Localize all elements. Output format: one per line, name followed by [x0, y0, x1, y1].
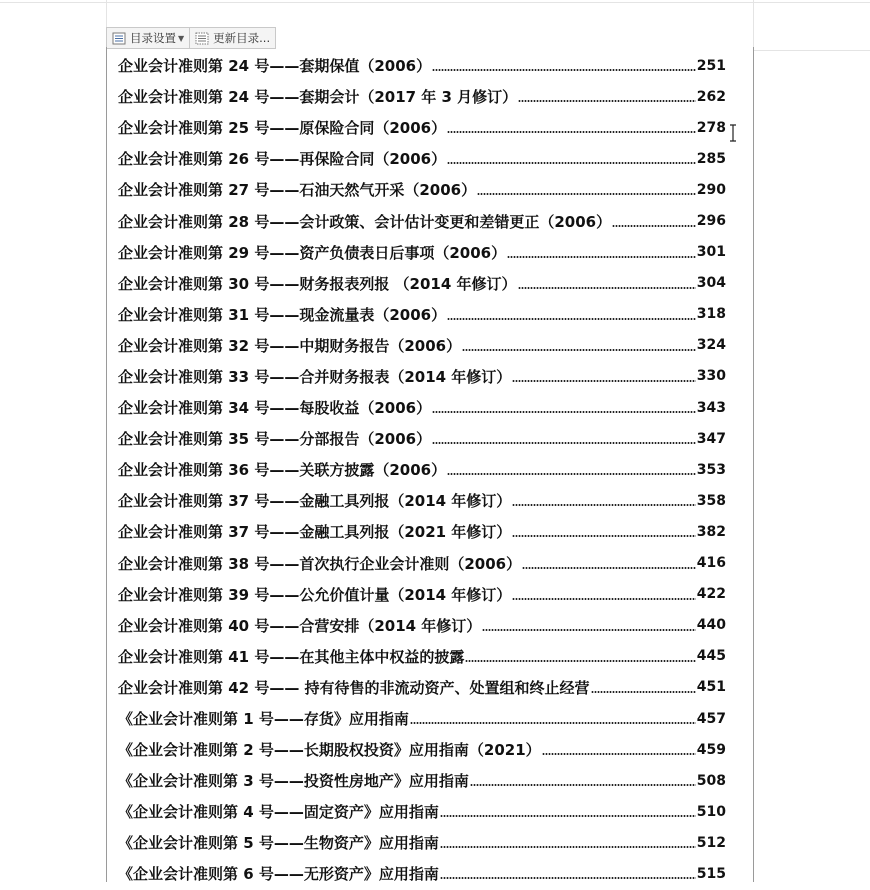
- toc-entry[interactable]: [118, 361, 726, 392]
- toc-entry-page: 347: [696, 430, 726, 447]
- toc-entry[interactable]: [118, 143, 726, 174]
- toc-entry-title: 《企业会计准则第 4 号——固定资产》应用指南: [118, 803, 439, 822]
- toc-entry-title: 企业会计准则第 34 号——每股收益（2006）: [118, 399, 432, 418]
- toc-entry[interactable]: [118, 174, 726, 205]
- margin-guide-top: [0, 2, 870, 3]
- toc-entry-title: 《企业会计准则第 3 号——投资性房地产》应用指南: [118, 772, 469, 791]
- toc-entry-page: 324: [696, 337, 726, 354]
- toc-entry-title: 企业会计准则第 36 号——关联方披露（2006）: [118, 461, 447, 480]
- toc-leader: [591, 691, 696, 693]
- toc-list: [118, 50, 726, 890]
- update-toc-icon: [195, 32, 209, 45]
- toc-leader: [465, 660, 695, 662]
- text-cursor-icon: [728, 124, 738, 142]
- toc-entry-page: 445: [696, 648, 726, 665]
- toc-entry-title: 企业会计准则第 40 号——合营安排（2014 年修订）: [118, 616, 482, 635]
- toc-entry-title: 企业会计准则第 28 号——会计政策、会计估计变更和差错更正（2006）: [118, 212, 612, 231]
- toc-leader: [447, 318, 696, 320]
- toc-entry[interactable]: [118, 485, 726, 516]
- toc-entry-title: 企业会计准则第 41 号——在其他主体中权益的披露: [118, 647, 465, 666]
- toc-leader: [512, 598, 695, 600]
- toc-leader: [518, 100, 696, 102]
- toc-leader: [470, 784, 696, 786]
- toc-entry[interactable]: [118, 858, 726, 889]
- toc-leader: [447, 131, 696, 133]
- toc-entry[interactable]: [118, 765, 726, 796]
- margin-guide-right: [753, 0, 754, 47]
- toc-leader: [477, 193, 696, 195]
- toc-leader: [512, 380, 695, 382]
- toc-settings-label: 目录设置: [130, 31, 176, 45]
- toc-entry[interactable]: [118, 703, 726, 734]
- toc-entry[interactable]: [118, 237, 726, 268]
- toc-entry-page: 382: [696, 523, 726, 540]
- toc-entry-page: 512: [696, 834, 726, 851]
- toc-entry-title: 企业会计准则第 39 号——公允价值计量（2014 年修订）: [118, 585, 512, 604]
- toc-entry[interactable]: [118, 205, 726, 236]
- toc-entry-page: 330: [696, 368, 726, 385]
- toc-entry-title: 企业会计准则第 42 号—— 持有待售的非流动资产、处置组和终止经营: [118, 678, 590, 697]
- toc-leader: [507, 256, 696, 258]
- toc-leader: [518, 287, 696, 289]
- toc-entry[interactable]: [118, 423, 726, 454]
- toc-entry[interactable]: [118, 827, 726, 858]
- toc-entry[interactable]: [118, 672, 726, 703]
- margin-guide-header: [753, 50, 870, 51]
- toc-entry-title: 企业会计准则第 30 号——财务报表列报 （2014 年修订）: [118, 274, 517, 293]
- toc-entry[interactable]: [118, 81, 726, 112]
- toc-entry-title: 企业会计准则第 33 号——合并财务报表（2014 年修订）: [118, 367, 512, 386]
- toc-entry-title: 企业会计准则第 24 号——套期会计（2017 年 3 月修订）: [118, 88, 518, 107]
- margin-guide-left: [106, 0, 107, 27]
- toc-entry[interactable]: [118, 796, 726, 827]
- update-toc-button[interactable]: [189, 28, 275, 48]
- toc-entry-page: 290: [696, 181, 726, 198]
- toc-leader: [447, 473, 696, 475]
- toc-entry-page: 318: [696, 306, 726, 323]
- toc-entry[interactable]: [118, 579, 726, 610]
- toc-entry-page: 262: [696, 88, 726, 105]
- toc-entry-page: 343: [696, 399, 726, 416]
- toc-list-icon: [112, 32, 126, 45]
- toc-entry-title: 《企业会计准则第 1 号——存货》应用指南: [118, 710, 409, 729]
- toc-entry-page: 422: [696, 586, 726, 603]
- toc-entry-page: 515: [696, 865, 726, 882]
- toc-entry-page: 440: [696, 617, 726, 634]
- toc-entry-title: 企业会计准则第 35 号——分部报告（2006）: [118, 430, 432, 449]
- toc-toolbar: [106, 27, 276, 49]
- toc-entry-title: 《企业会计准则第 5 号——生物资产》应用指南: [118, 834, 439, 853]
- toc-entry-title: 《企业会计准则第 6 号——无形资产》应用指南: [118, 865, 439, 884]
- toc-entry[interactable]: [118, 330, 726, 361]
- toc-leader: [440, 846, 696, 848]
- toc-leader: [512, 535, 695, 537]
- toc-entry-page: 459: [696, 741, 726, 758]
- toc-leader: [612, 225, 696, 227]
- toc-leader: [447, 162, 696, 164]
- toc-entry-title: 企业会计准则第 25 号——原保险合同（2006）: [118, 119, 447, 138]
- toc-entry[interactable]: [118, 454, 726, 485]
- toc-entry[interactable]: [118, 610, 726, 641]
- toc-entry-page: 251: [696, 57, 726, 74]
- toc-leader: [432, 442, 696, 444]
- toc-leader: [432, 69, 696, 71]
- toc-entry[interactable]: [118, 392, 726, 423]
- toc-entry-title: 企业会计准则第 31 号——现金流量表（2006）: [118, 305, 447, 324]
- toc-entry-title: 《企业会计准则第 2 号——长期股权投资》应用指南（2021）: [118, 741, 541, 760]
- toc-entry-title: 企业会计准则第 26 号——再保险合同（2006）: [118, 150, 447, 169]
- toc-entry-page: 353: [696, 461, 726, 478]
- chevron-down-icon: ▼: [178, 33, 185, 43]
- toc-entry-title: 企业会计准则第 24 号——套期保值（2006）: [118, 57, 432, 76]
- toc-entry-page: 451: [696, 679, 726, 696]
- toc-entry-page: 416: [696, 555, 726, 572]
- toc-entry-page: 508: [696, 772, 726, 789]
- toc-entry[interactable]: [118, 641, 726, 672]
- toc-entry-page: 301: [696, 244, 726, 261]
- toc-leader: [440, 877, 696, 879]
- toc-leader: [542, 753, 696, 755]
- toc-entry[interactable]: [118, 112, 726, 143]
- toc-entry-page: 304: [696, 275, 726, 292]
- toc-entry-title: 企业会计准则第 38 号——首次执行企业会计准则（2006）: [118, 554, 522, 573]
- toc-entry-page: 510: [696, 803, 726, 820]
- toc-leader: [410, 722, 696, 724]
- toc-entry-page: 296: [696, 213, 726, 230]
- toc-leader: [522, 567, 696, 569]
- toc-leader: [482, 629, 695, 631]
- update-toc-label: 更新目录...: [213, 31, 271, 45]
- toc-entry-page: 285: [696, 150, 726, 167]
- toc-entry-title: 企业会计准则第 29 号——资产负债表日后事项（2006）: [118, 243, 507, 262]
- toc-entry-page: 457: [696, 710, 726, 727]
- toc-entry-title: 企业会计准则第 27 号——石油天然气开采（2006）: [118, 181, 477, 200]
- toc-entry[interactable]: [118, 734, 726, 765]
- toc-entry-title: 企业会计准则第 32 号——中期财务报告（2006）: [118, 336, 462, 355]
- toc-entry-title: 企业会计准则第 37 号——金融工具列报（2014 年修订）: [118, 492, 512, 511]
- toc-entry[interactable]: [118, 268, 726, 299]
- toc-leader: [440, 815, 696, 817]
- toc-settings-button[interactable]: [107, 28, 189, 48]
- toc-leader: [512, 504, 695, 506]
- toc-leader: [432, 411, 696, 413]
- page-right-border: [753, 47, 754, 882]
- toc-leader: [462, 349, 696, 351]
- toc-entry[interactable]: [118, 299, 726, 330]
- toc-entry[interactable]: [118, 548, 726, 579]
- toc-entry[interactable]: [118, 516, 726, 547]
- toc-entry-page: 358: [696, 492, 726, 509]
- toc-entry[interactable]: [118, 50, 726, 81]
- page-left-border: [106, 47, 107, 882]
- toc-entry-page: 278: [696, 119, 726, 136]
- toc-entry-title: 企业会计准则第 37 号——金融工具列报（2021 年修订）: [118, 523, 512, 542]
